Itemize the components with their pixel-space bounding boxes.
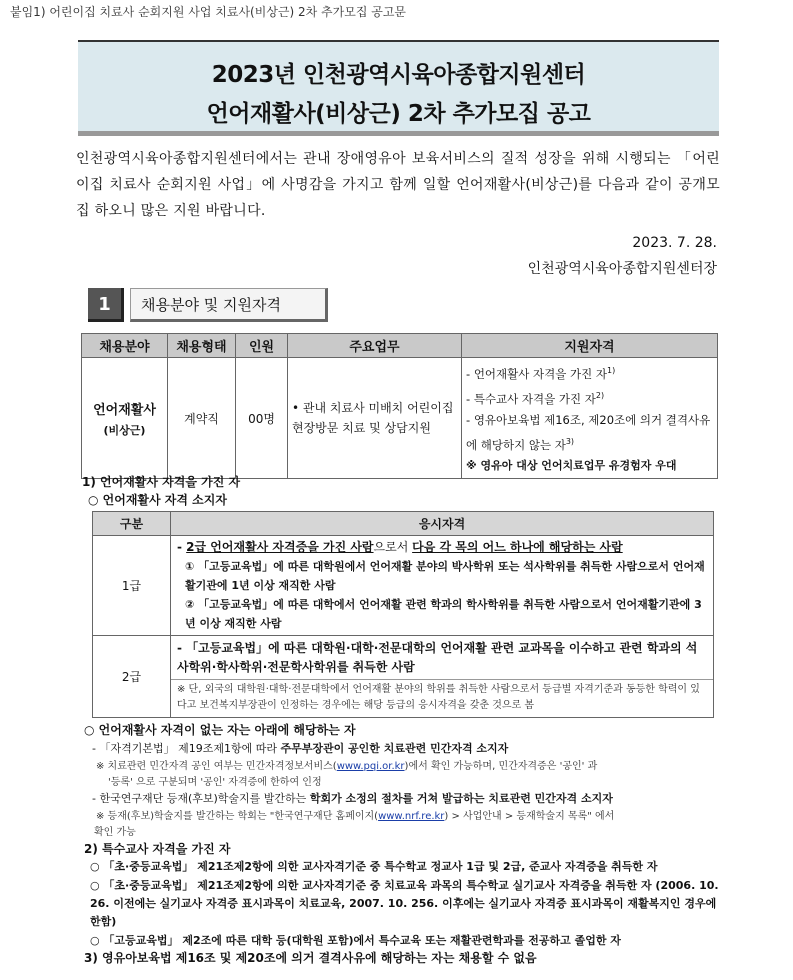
sub1-subheading: ○ 언어재활사 자격 소지자 (88, 493, 227, 507)
recruit-table (81, 333, 718, 479)
title-line1: 2023년 인천광역시육아종합지원센터 (211, 62, 586, 88)
field-sub: (비상근) (103, 423, 146, 437)
nonholder-item1: - 「자격기본법」 제19조제1항에 따라 주무부장관이 공인한 치료관련 민간자격 소지자 (92, 742, 509, 755)
qualification-cell (462, 358, 718, 479)
grade1-item2: ② 「고등교육법」에 따른 대학에서 언어재활 관련 학과의 학사학위를 취득한 사람으로서 언어재활기관에 3년 이상 재직한 사람 (185, 598, 702, 630)
sub3-heading: 3) 영유아보육법 제16조 및 제20조에 의거 결격사유에 해당하는 자는 채용할 수 없음 (84, 951, 537, 965)
section-number: 1 (88, 288, 124, 322)
qual-item: - 언어재활사 자격을 가진 자$^{1)}$ (466, 366, 616, 381)
nonholder-item1-note2: '등록' 으로 구분되며 '공인' 자격증에 한하여 인정 (108, 777, 322, 788)
qual-item: - 영유아보육법 제16조, 제20조에 의거 결격사유에 해당하지 않는 자$^{3)}$ (466, 412, 711, 452)
grade2-note: ※ 단, 외국의 대학원·대학·전문대학에서 언어재활 분야의 학위를 취득한 사람으로서 등급별 자격기준과 동등한 학력이 있다고 보건복지부장관이 인정하는 경우에는 해당 등급의 응시자격을 갖춘 것으로 봄 (171, 679, 713, 716)
header-field: 채용분야 (82, 334, 168, 358)
grade1-label: 1급 (93, 536, 171, 636)
qual-item: - 특수교사 자격을 가진 자$^{2)}$ (466, 390, 605, 406)
sub2-item3: ○ 「고등교육법」 제2조에 따른 대학 등(대학원 포함)에서 특수교육 또는 재활관련학과를 전공하고 졸업한 자 (90, 934, 621, 947)
nonholder-item2: - 한국연구재단 등재(후보)학술지를 발간하는 학회가 소정의 절차를 거쳐 발급하는 치료관련 민간자격 소지자 (92, 792, 613, 805)
sub1-heading: 1) 언어재활사 자격을 가진 자 (82, 475, 241, 489)
nonholder-item1-note: ※ 치료관련 민간자격 공인 여부는 민간자격정보서비스(www.pqi.or.kr)에서 확인 가능하며, 민간자격증은 '공인' 과 (96, 761, 598, 772)
grade2-eligibility (171, 636, 714, 718)
issue-block (528, 230, 717, 282)
title-line2: 언어재활사(비상근) 2차 추가모집 공고 (206, 101, 591, 127)
field-name: 언어재활사 (93, 402, 156, 418)
duty-cell: • 관내 치료사 미배치 어린이집 현장방문 치료 및 상담지원 (288, 358, 462, 479)
intro-paragraph: 인천광역시육아종합지원센터에서는 관내 장애영유아 보육서비스의 질적 성장을 위해 시행되는 「어린이집 치료사 순회지원 사업」에 사명감을 가지고 함께 일할 언어재활사(비상근)를 다음과 같이 공개모집 하오니 많은 지원 바랍니다. (76, 151, 720, 219)
title-banner (78, 40, 719, 136)
issuer: 인천광역시육아종합지원센터장 (527, 261, 717, 277)
grade2-text: - 「고등교육법」에 따른 대학원·대학·전문대학의 언어재활 관련 교과목을 이수하고 관련 학과의 석사학위·학사학위·전문학사학위를 취득한 사람 (177, 641, 698, 674)
type-cell: 계약직 (168, 358, 236, 479)
grade2-label: 2급 (93, 636, 171, 718)
grade1-item1: ① 「고등교육법」에 따른 대학원에서 언어재활 분야의 박사학위 또는 석사학위를 취득한 사람으로서 언어재활기관에 1년 이상 재직한 사람 (185, 560, 705, 592)
header-qualification: 지원자격 (462, 334, 718, 358)
pqi-link[interactable]: www.pqi.or.kr (336, 761, 405, 772)
sub2-heading: 2) 특수교사 자격을 가진 자 (84, 842, 231, 856)
attachment-label: 붙임1) 어린이집 치료사 순회지원 사업 치료사(비상근) 2차 추가모집 공고문 (10, 5, 407, 19)
nonholder-item2-note2: 확인 가능 (94, 827, 136, 838)
issue-date: 2023. 7. 28. (632, 235, 717, 251)
section-title: 채용분야 및 지원자격 (130, 288, 328, 322)
sub2-item1: ○ 「초·중등교육법」 제21조제2항에 의한 교사자격기준 중 특수학교 정교사 1급 및 2급, 준교사 자격증을 취득한 자 (90, 860, 658, 873)
grade1-eligibility: - 2급 언어재활사 자격증을 가진 사람으로서 다음 각 목의 어느 하나에 해당하는 사람 ① 「고등교육법」에 따른 대학원에서 언어재활 분야의 박사학위 또는 석사학위를 취득한 사람으로서 언어재활기관에 1년 이상 재직한 사람 ② 「고등교육법」에 따른 대학에서 언어재활 관련 학과의 학사학위를 취득한 사람으로서 언어재활기관에 3년 이상 재직한 사람 (171, 536, 714, 636)
header-grade: 구분 (93, 512, 171, 536)
nrf-link[interactable]: www.nrf.re.kr (378, 811, 445, 822)
nonholder-heading: ○ 언어재활사 자격이 없는 자는 아래에 해당하는 자 (84, 723, 356, 737)
grade-table (92, 511, 714, 718)
field-cell (82, 358, 168, 479)
header-duty: 주요업무 (288, 334, 462, 358)
sub2-item2: ○ 「초·중등교육법」 제21조제2항에 의한 교사자격기준 중 치료교육 과목의 특수학교 실기교사 자격증을 취득한 자 (2006. 10. 26. 이전에는 실기교사 자격증 표시과목이 치료교육, 2007. 10. 256. 이후에는 실기교사 자격증 표시과목이 재활복지인 경우에 한함) (90, 879, 719, 928)
preference-note: ※ 영유아 대상 언어치료업무 유경험자 우대 (466, 459, 677, 473)
header-eligibility: 응시자격 (171, 512, 714, 536)
header-count: 인원 (236, 334, 288, 358)
count-cell: 00명 (236, 358, 288, 479)
nonholder-item2-note: ※ 등재(후보)학술지를 발간하는 학회는 "한국연구재단 홈페이지(www.nrf.re.kr) > 사업안내 > 등재학술지 목록" 에서 (96, 811, 615, 822)
header-type: 채용형태 (168, 334, 236, 358)
